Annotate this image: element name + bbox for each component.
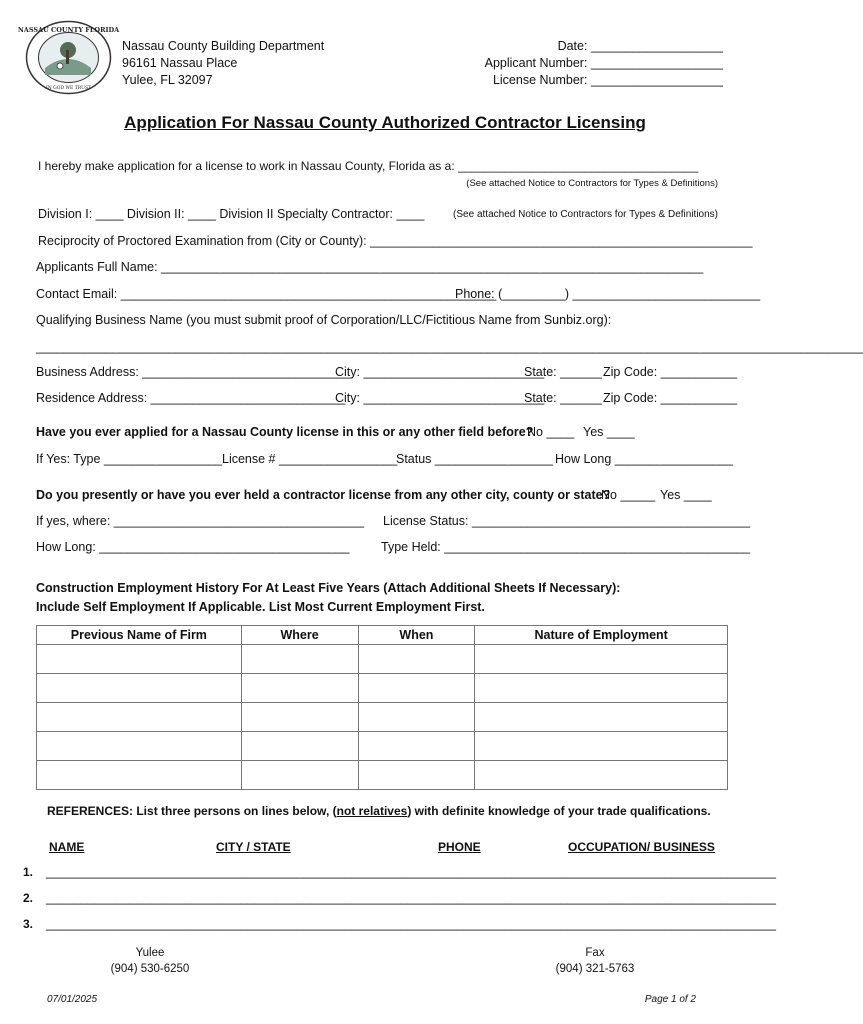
employment-subheading: Include Self Employment If Applicable. List Most Current Employment First.	[36, 600, 485, 614]
references-text-b: ) with definite knowledge of your trade qualifications.	[407, 804, 711, 818]
table-row	[37, 703, 728, 732]
applied-how-long-field[interactable]: How Long _________________	[555, 452, 733, 466]
table-cell[interactable]	[37, 761, 242, 790]
contact-email-field[interactable]: Contact Email: ______________________________________________________	[36, 287, 497, 301]
references-not-relatives: not relatives	[336, 804, 408, 818]
table-cell[interactable]	[358, 645, 475, 674]
table-row	[37, 732, 728, 761]
license-number-field[interactable]: License Number: ___________________	[492, 73, 723, 87]
column-header-when: When	[358, 626, 475, 645]
applied-type-field[interactable]: If Yes: Type _________________	[36, 452, 223, 466]
intro-note: (See attached Notice to Contractors for Types & Definitions)	[466, 178, 718, 189]
dept-city: Yulee, FL 32097	[122, 73, 213, 87]
ref-line-2[interactable]: _________________________________________________________________________________________________________	[46, 891, 776, 905]
ref-number-2: 2.	[23, 891, 34, 905]
county-seal-logo	[17, 20, 120, 95]
table-cell[interactable]	[241, 645, 358, 674]
ref-col-city: CITY / STATE	[216, 840, 291, 854]
ref-number-1: 1.	[23, 865, 34, 879]
division-note: (See attached Notice to Contractors for Types & Definitions)	[453, 209, 718, 220]
license-type-field[interactable]: I hereby make application for a license to work in Nassau County, Florida as a: ____________________________________	[38, 159, 699, 173]
applied-before-no[interactable]: No ____	[527, 425, 575, 439]
table-cell[interactable]	[358, 703, 475, 732]
column-header-where: Where	[241, 626, 358, 645]
held-license-yes[interactable]: Yes ____	[660, 488, 712, 502]
column-header-nature: Nature of Employment	[475, 626, 728, 645]
table-cell[interactable]	[241, 703, 358, 732]
residence-address-field[interactable]: Residence Address: ____________________________	[36, 391, 346, 405]
residence-zip-field[interactable]: Zip Code: ___________	[603, 391, 738, 405]
page-title: Application For Nassau County Authorized Contractor Licensing	[124, 113, 646, 132]
held-license-question: Do you presently or have you ever held a contractor license from any other city, county or state?	[36, 488, 611, 502]
residence-state-field[interactable]: State: ______	[524, 391, 602, 405]
table-row	[37, 645, 728, 674]
table-cell[interactable]	[241, 674, 358, 703]
table-row	[37, 761, 728, 790]
table-cell[interactable]	[475, 645, 728, 674]
division-fields[interactable]: Division I: ____ Division II: ____ Division II Specialty Contractor: ____	[38, 207, 425, 221]
ref-number-3: 3.	[23, 917, 34, 931]
table-cell[interactable]	[475, 761, 728, 790]
applied-license-field[interactable]: License # _________________	[222, 452, 398, 466]
table-cell[interactable]	[37, 732, 242, 761]
references-text-a: List three persons on lines below, (	[133, 804, 337, 818]
held-type-field[interactable]: Type Held: ____________________________________________	[381, 540, 751, 554]
yulee-phone: (904) 530-6250	[110, 963, 190, 975]
held-status-field[interactable]: License Status: ________________________________________	[383, 514, 751, 528]
table-cell[interactable]	[37, 703, 242, 732]
ref-line-3[interactable]: _________________________________________________________________________________________________________	[46, 917, 776, 931]
ref-col-occupation: OCCUPATION/ BUSINESS	[568, 840, 715, 854]
held-where-field[interactable]: If yes, where: ____________________________________	[36, 514, 365, 528]
table-cell[interactable]	[358, 674, 475, 703]
dept-name: Nassau County Building Department	[122, 39, 325, 53]
fax-phone: (904) 321-5763	[555, 963, 635, 975]
held-how-long-field[interactable]: How Long: ____________________________________	[36, 540, 350, 554]
employment-history-table	[36, 625, 728, 790]
residence-city-field[interactable]: City: __________________________	[335, 391, 545, 405]
ref-col-phone: PHONE	[438, 840, 481, 854]
table-row	[37, 674, 728, 703]
table-cell[interactable]	[241, 761, 358, 790]
ref-col-name: NAME	[49, 840, 85, 854]
applied-before-question: Have you ever applied for a Nassau County license in this or any other field before?	[36, 425, 534, 439]
applied-status-field[interactable]: Status _________________	[396, 452, 554, 466]
qualifying-business-field[interactable]: _______________________________________________________________________________________________________________________	[36, 340, 863, 354]
held-license-no[interactable]: No _____	[601, 488, 656, 502]
table-cell[interactable]	[475, 703, 728, 732]
qualifying-business-label: Qualifying Business Name (you must submit proof of Corporation/LLC/Fictitious Name from Sunbiz.org):	[36, 313, 612, 327]
employment-heading: Construction Employment History For At Least Five Years (Attach Additional Sheets If Necessary):	[36, 581, 621, 595]
applied-before-yes[interactable]: Yes ____	[583, 425, 635, 439]
ref-line-1[interactable]: _________________________________________________________________________________________________________	[46, 865, 776, 879]
business-zip-field[interactable]: Zip Code: ___________	[603, 365, 738, 379]
fax-label: Fax	[585, 947, 605, 959]
business-state-field[interactable]: State: ______	[524, 365, 602, 379]
applicant-number-field[interactable]: Applicant Number: ___________________	[484, 56, 723, 70]
references-instructions	[47, 804, 711, 818]
yulee-label: Yulee	[135, 947, 165, 959]
references-label: REFERENCES:	[47, 804, 134, 818]
table-cell[interactable]	[475, 732, 728, 761]
business-city-field[interactable]: City: __________________________	[335, 365, 545, 379]
phone-field[interactable]: Phone: (_________) ___________________________	[455, 287, 761, 301]
dept-address: 96161 Nassau Place	[122, 56, 238, 70]
table-cell[interactable]	[241, 732, 358, 761]
table-cell[interactable]	[358, 732, 475, 761]
date-field[interactable]: Date: ___________________	[557, 39, 723, 53]
table-cell[interactable]	[475, 674, 728, 703]
business-address-field[interactable]: Business Address: ______________________________	[36, 365, 351, 379]
table-header-row	[37, 626, 728, 645]
table-cell[interactable]	[37, 674, 242, 703]
reciprocity-field[interactable]: Reciprocity of Proctored Examination from (City or County): _______________________________________________________	[38, 234, 753, 248]
column-header-firm: Previous Name of Firm	[37, 626, 242, 645]
table-cell[interactable]	[358, 761, 475, 790]
page-number: Page 1 of 2	[644, 994, 696, 1005]
seal-text: NASSAU COUNTY FLORIDA	[17, 26, 120, 34]
footer-date: 07/01/2025	[47, 994, 98, 1005]
full-name-field[interactable]: Applicants Full Name: ______________________________________________________________________________	[36, 260, 704, 274]
table-cell[interactable]	[37, 645, 242, 674]
seal-motto: IN GOD WE TRUST	[45, 86, 92, 91]
